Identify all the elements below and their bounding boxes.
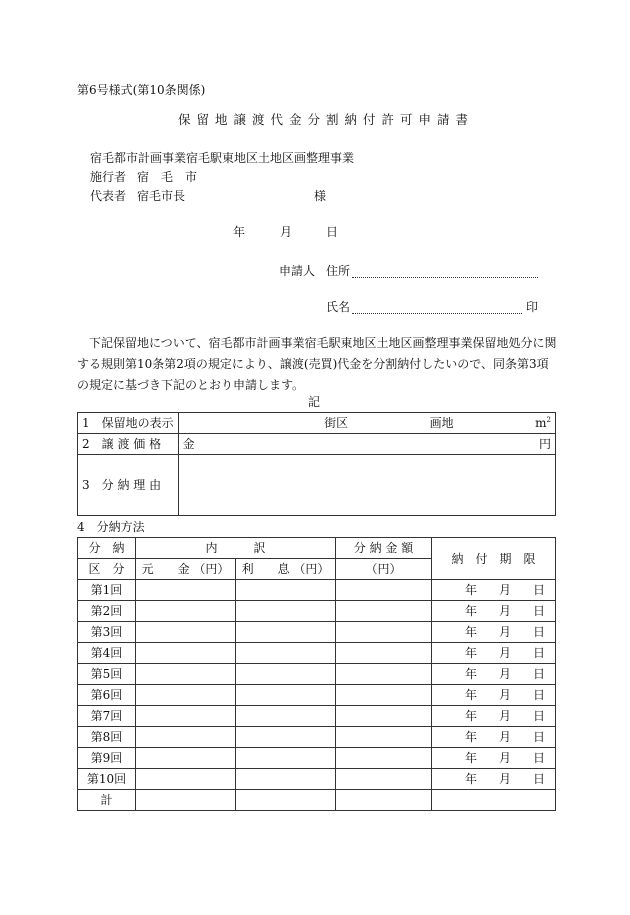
- installment-row: [78, 685, 556, 706]
- due-month: 月: [498, 583, 511, 597]
- principal-cell[interactable]: [136, 685, 236, 706]
- body-text: 下記保留地について、宿毛都市計画事業宿毛駅東地区土地区画整理事業保留地処分に関する規則第10条第2項の規定により、譲渡(売買)代金を分割納付したいので、同条第3項の規定に基づき下記のとおり申請します。: [77, 336, 557, 392]
- interest-cell[interactable]: [236, 769, 336, 790]
- total-label: 計: [78, 790, 136, 811]
- total-row: [78, 790, 556, 811]
- due-day: 日: [532, 583, 545, 597]
- amount-cell[interactable]: [336, 580, 432, 601]
- installment-row: [78, 580, 556, 601]
- reason-value-cell[interactable]: [178, 455, 555, 516]
- kubun-header-2: 区 分: [78, 559, 136, 580]
- interest-cell[interactable]: [236, 748, 336, 769]
- due-date-cell[interactable]: [432, 664, 556, 685]
- interest-header: 利 息 （円）: [236, 559, 336, 580]
- property-value-cell[interactable]: [178, 413, 555, 434]
- due-year: 年: [464, 667, 477, 681]
- interest-cell[interactable]: [236, 727, 336, 748]
- representative-value: 宿毛市長: [137, 189, 186, 203]
- installment-label: 第2回: [78, 601, 136, 622]
- due-year: 年: [464, 709, 477, 723]
- due-day: 日: [532, 646, 545, 660]
- interest-cell[interactable]: [236, 664, 336, 685]
- price-row: [78, 434, 556, 455]
- due-month: 月: [498, 730, 511, 744]
- principal-cell[interactable]: [136, 727, 236, 748]
- due-date-cell[interactable]: [432, 622, 556, 643]
- principal-cell[interactable]: [136, 748, 236, 769]
- due-date-cell[interactable]: [432, 748, 556, 769]
- due-month: 月: [498, 646, 511, 660]
- installment-row: [78, 769, 556, 790]
- interest-cell[interactable]: [236, 790, 336, 811]
- installment-label: 第1回: [78, 580, 136, 601]
- name-line[interactable]: [352, 313, 522, 314]
- installment-label: 第5回: [78, 664, 136, 685]
- principal-cell[interactable]: [136, 643, 236, 664]
- installment-row: [78, 601, 556, 622]
- installment-label: 第3回: [78, 622, 136, 643]
- principal-cell[interactable]: [136, 580, 236, 601]
- price-value-cell[interactable]: [178, 434, 555, 455]
- installment-label: 第4回: [78, 643, 136, 664]
- property-table: [77, 412, 556, 516]
- amount-cell[interactable]: [336, 769, 432, 790]
- due-month: 月: [498, 709, 511, 723]
- due-date-cell[interactable]: [432, 706, 556, 727]
- document-title: 保留地譲渡代金分割納付許可申請書: [178, 112, 475, 127]
- due-year: 年: [464, 688, 477, 702]
- interest-cell[interactable]: [236, 706, 336, 727]
- date-year: 年: [233, 225, 246, 239]
- installment-label: 第8回: [78, 727, 136, 748]
- date-day: 日: [326, 225, 339, 239]
- uchiwake-header: 内 訳: [136, 538, 336, 559]
- representative-label: 代表者: [90, 189, 127, 203]
- area-unit-sup: 2: [546, 416, 551, 424]
- ki-label: 記: [308, 395, 321, 409]
- section4-title: 4 分納方法: [77, 520, 145, 534]
- due-month: 月: [498, 751, 511, 765]
- amount-cell[interactable]: [336, 727, 432, 748]
- due-year: 年: [464, 604, 477, 618]
- due-month: 月: [498, 604, 511, 618]
- block-label: 街区: [324, 416, 349, 430]
- principal-cell[interactable]: [136, 622, 236, 643]
- date-month: 月: [280, 225, 293, 239]
- amount-cell[interactable]: [336, 601, 432, 622]
- installment-row: [78, 706, 556, 727]
- interest-cell[interactable]: [236, 643, 336, 664]
- due-year: 年: [464, 646, 477, 660]
- installment-row: [78, 643, 556, 664]
- amount-cell[interactable]: [336, 748, 432, 769]
- lot-label: 画地: [429, 416, 454, 430]
- header-row-1: [78, 538, 556, 559]
- installment-row: [78, 727, 556, 748]
- principal-cell[interactable]: [136, 706, 236, 727]
- name-label: 氏名: [326, 300, 351, 314]
- address-label: 住所: [326, 264, 351, 278]
- due-date-cell[interactable]: [432, 601, 556, 622]
- money-prefix: 金: [182, 437, 195, 451]
- amount-cell[interactable]: [336, 664, 432, 685]
- due-day: 日: [532, 709, 545, 723]
- interest-cell[interactable]: [236, 601, 336, 622]
- due-date-cell[interactable]: [432, 727, 556, 748]
- due-year: 年: [464, 772, 477, 786]
- due-date-cell[interactable]: [432, 580, 556, 601]
- installment-label: 第7回: [78, 706, 136, 727]
- property-row: [78, 413, 556, 434]
- installment-label: 第9回: [78, 748, 136, 769]
- due-month: 月: [498, 625, 511, 639]
- reason-row: [78, 455, 556, 516]
- due-year: 年: [464, 625, 477, 639]
- due-day: 日: [532, 604, 545, 618]
- due-date-cell[interactable]: [432, 790, 556, 811]
- property-label: 1 保留地の表示: [78, 413, 179, 434]
- due-date-cell[interactable]: [432, 769, 556, 790]
- due-day: 日: [532, 772, 545, 786]
- amount-cell[interactable]: [336, 685, 432, 706]
- interest-cell[interactable]: [236, 622, 336, 643]
- due-day: 日: [532, 688, 545, 702]
- due-year: 年: [464, 751, 477, 765]
- due-day: 日: [532, 730, 545, 744]
- installment-row: [78, 748, 556, 769]
- due-year: 年: [464, 583, 477, 597]
- interest-cell[interactable]: [236, 580, 336, 601]
- due-month: 月: [498, 688, 511, 702]
- implementer-label: 施行者: [90, 170, 127, 184]
- amount-unit-header: （円）: [336, 559, 432, 580]
- kubun-header-1: 分 納: [78, 538, 136, 559]
- body-paragraph: [77, 333, 557, 396]
- principal-header: 元 金 （円）: [136, 559, 236, 580]
- project-name: 宿毛都市計画事業宿毛駅東地区土地区画整理事業: [90, 151, 355, 165]
- principal-cell[interactable]: [136, 664, 236, 685]
- due-day: 日: [532, 751, 545, 765]
- principal-cell[interactable]: [136, 601, 236, 622]
- form-number: 第6号様式(第10条関係): [77, 83, 206, 97]
- price-label: 2 譲 渡 価 格: [78, 434, 179, 455]
- implementer-value: 宿 毛 市: [137, 170, 198, 184]
- due-year: 年: [464, 730, 477, 744]
- honorific: 様: [314, 189, 327, 203]
- yen-unit: 円: [538, 437, 551, 451]
- amount-header: 分 納 金 額: [336, 538, 432, 559]
- applicant-label: 申請人: [279, 264, 316, 278]
- principal-cell[interactable]: [136, 790, 236, 811]
- interest-cell[interactable]: [236, 685, 336, 706]
- installment-table: [77, 537, 556, 811]
- installment-label: 第6回: [78, 685, 136, 706]
- due-day: 日: [532, 625, 545, 639]
- amount-cell[interactable]: [336, 622, 432, 643]
- due-day: 日: [532, 667, 545, 681]
- area-unit: m: [535, 416, 547, 430]
- reason-label: 3 分 納 理 由: [78, 455, 179, 516]
- due-month: 月: [498, 772, 511, 786]
- address-line[interactable]: [352, 277, 538, 278]
- amount-cell[interactable]: [336, 643, 432, 664]
- amount-cell[interactable]: [336, 706, 432, 727]
- installment-row: [78, 664, 556, 685]
- seal-mark: 印: [526, 300, 539, 314]
- installment-label: 第10回: [78, 769, 136, 790]
- due-date-cell[interactable]: [432, 685, 556, 706]
- installment-row: [78, 622, 556, 643]
- amount-cell[interactable]: [336, 790, 432, 811]
- due-month: 月: [498, 667, 511, 681]
- principal-cell[interactable]: [136, 769, 236, 790]
- due-header: 納 付 期 限: [432, 538, 556, 580]
- due-date-cell[interactable]: [432, 643, 556, 664]
